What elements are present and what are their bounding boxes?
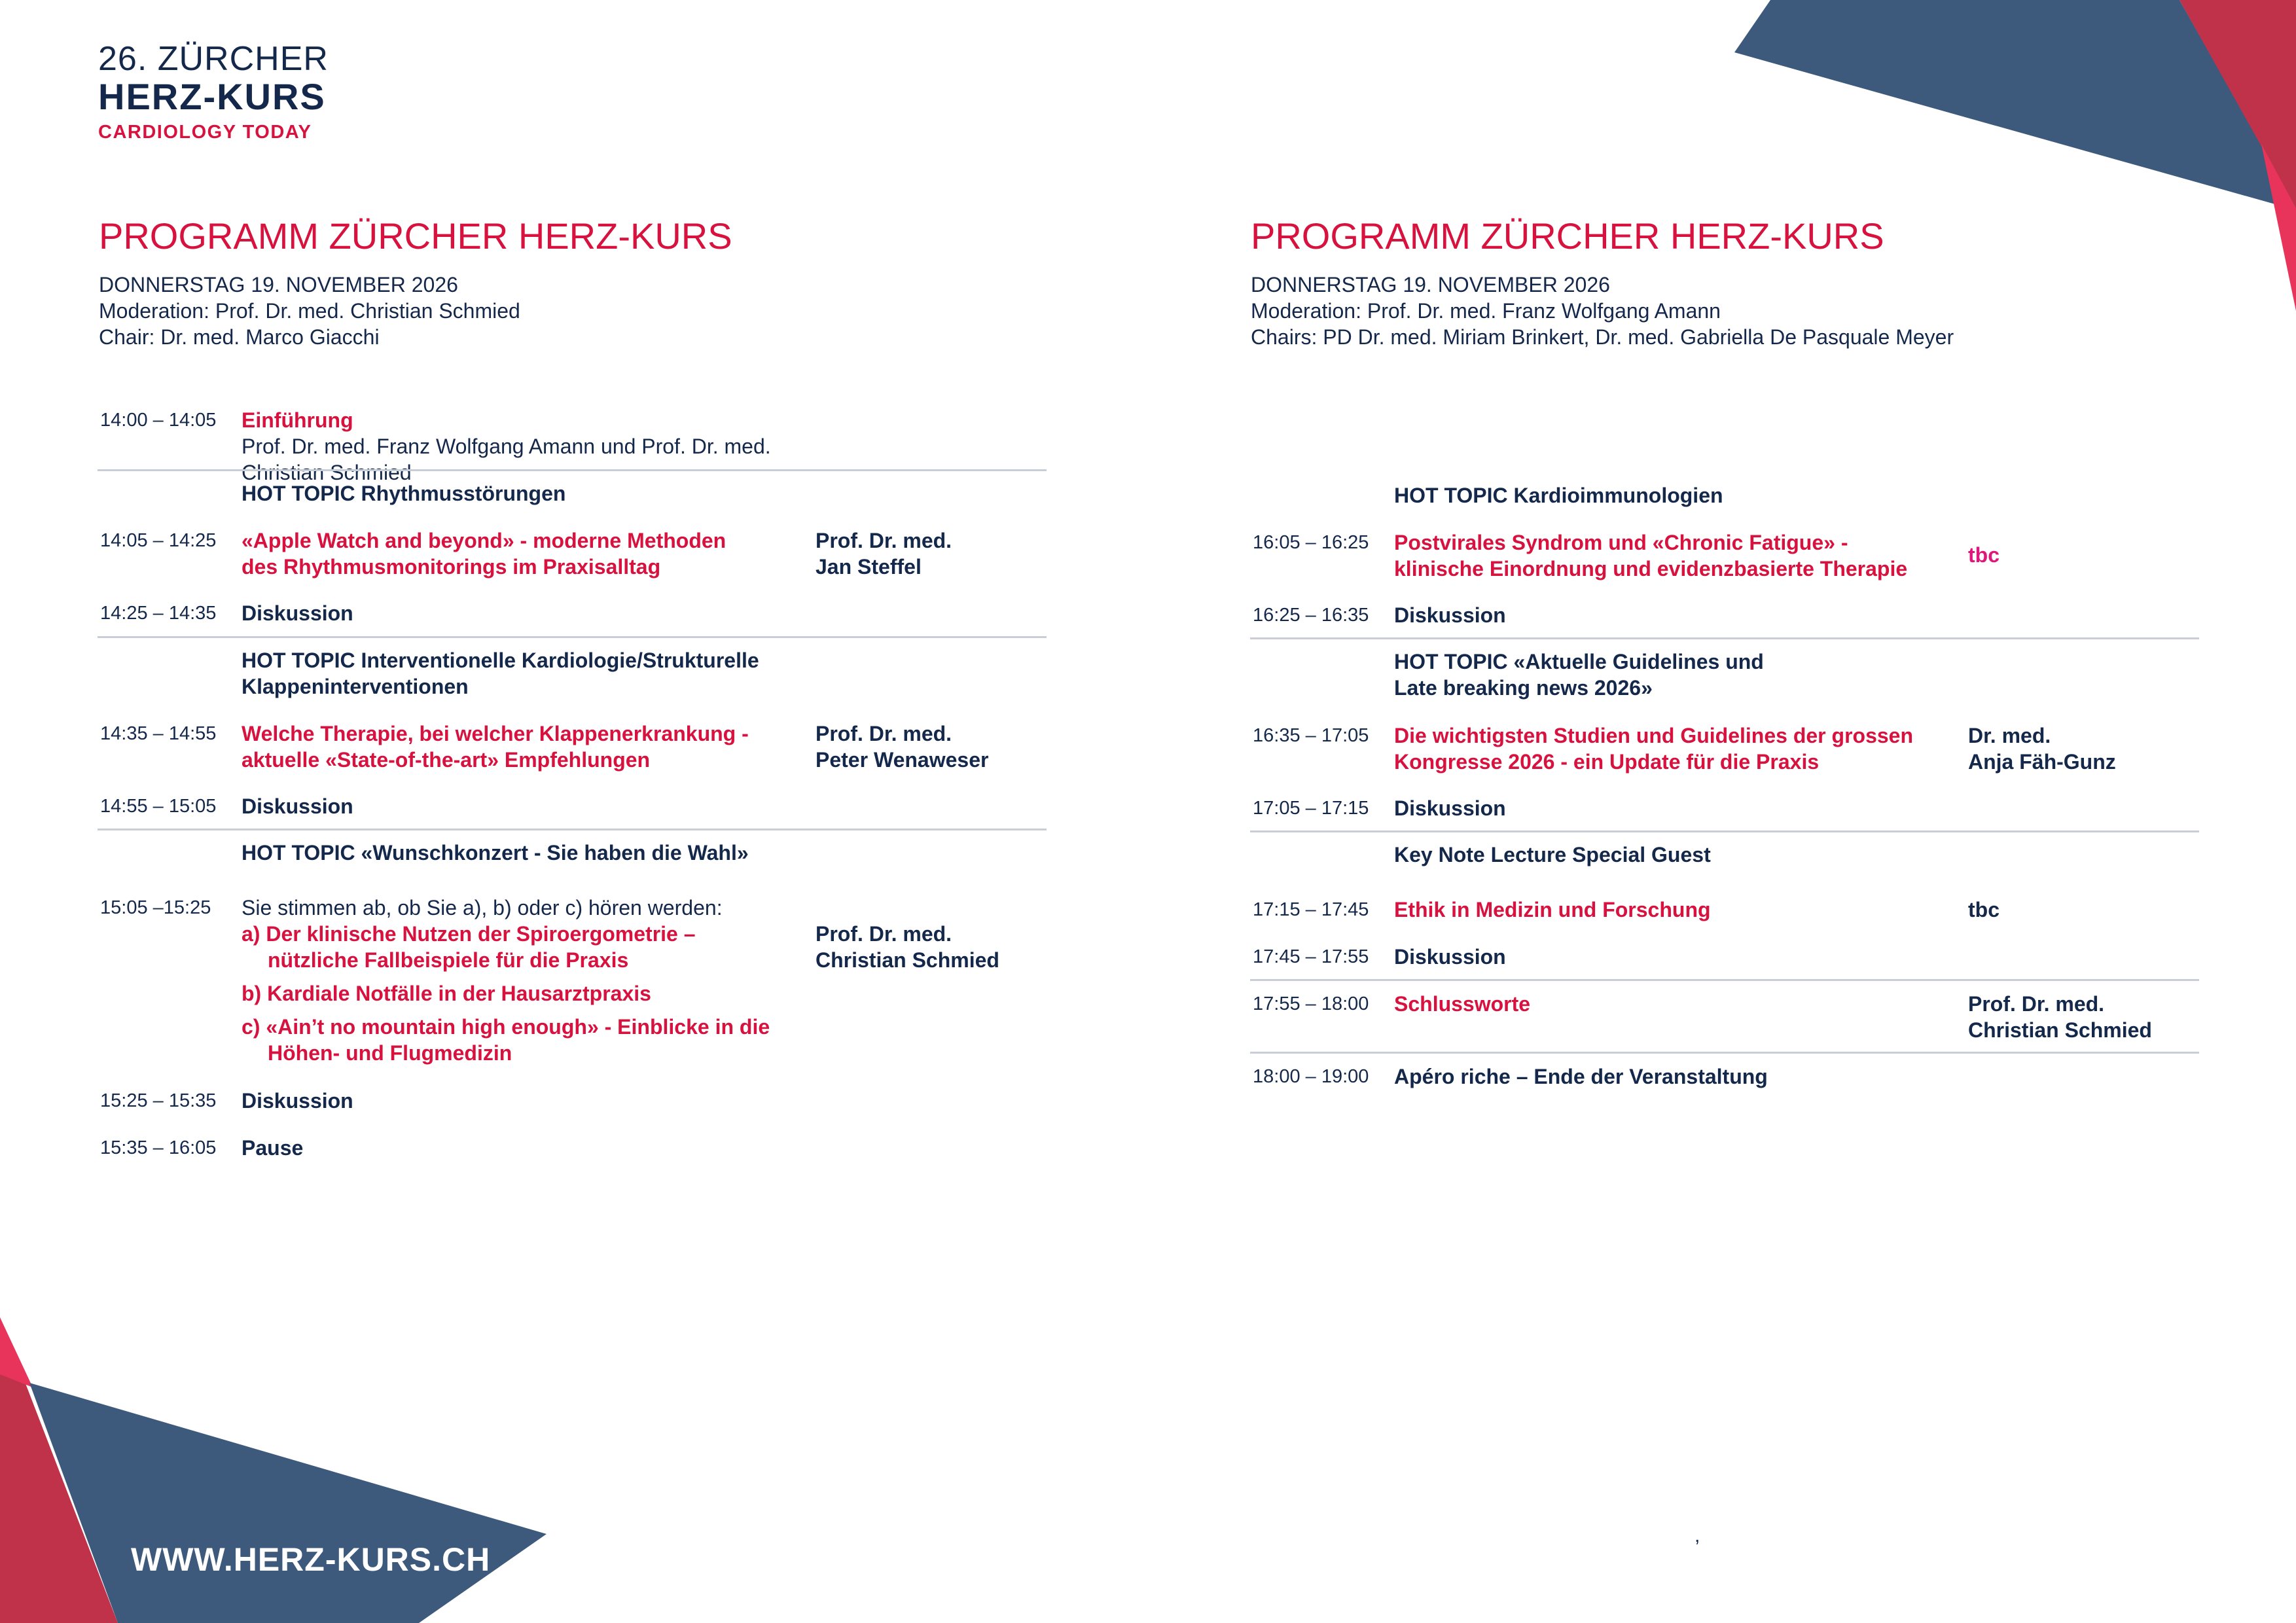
time-slot: 17:45 – 17:55: [1253, 946, 1369, 967]
bottom-left-slate-triangle: [29, 1383, 547, 1623]
time-slot: 15:35 – 16:05: [100, 1137, 217, 1158]
right-chairs: Chairs: PD Dr. med. Miriam Brinkert, Dr. med. Gabriella De Pasquale Meyer: [1251, 325, 1954, 349]
vote-option-b: b) Kardiale Notfälle in der Hausarztpraxis: [242, 982, 651, 1005]
session-title: Ethik in Medizin und Forschung: [1394, 898, 1711, 921]
hot-topic-title: HOT TOPIC Rhythmusstörungen: [242, 482, 566, 505]
divider: [98, 636, 1047, 638]
session-title: Einführung: [242, 408, 353, 432]
session-title: Diskussion: [242, 794, 353, 818]
speaker: Prof. Dr. med. Christian Schmied: [816, 922, 999, 972]
session-title: Schlussworte: [1394, 992, 1531, 1016]
session-title: «Apple Watch and beyond» - moderne Methoden des Rhythmusmonitorings im Praxisalltag: [242, 529, 726, 579]
session-title: Welche Therapie, bei welcher Klappenerkrankung - aktuelle «State-of-the-art» Empfehlungen: [242, 722, 749, 772]
hot-topic-title: HOT TOPIC «Aktuelle Guidelines und Late breaking news 2026»: [1394, 650, 1764, 700]
logo-line-tagline: CARDIOLOGY TODAY: [98, 122, 312, 143]
left-program-header: [99, 215, 732, 350]
hot-topic-title: HOT TOPIC «Wunschkonzert - Sie haben die Wahl»: [242, 841, 749, 865]
session-title: Diskussion: [1394, 603, 1506, 627]
hot-topic-title: HOT TOPIC Kardioimmunologien: [1394, 484, 1723, 507]
time-slot: 16:05 – 16:25: [1253, 532, 1369, 553]
vote-option-a: a) Der klinische Nutzen der Spiroergometrie – nützliche Fallbeispiele für die Praxis: [242, 922, 696, 972]
time-slot: 14:05 – 14:25: [100, 530, 217, 551]
right-date: DONNERSTAG 19. NOVEMBER 2026: [1251, 273, 1610, 296]
left-chair: Chair: Dr. med. Marco Giacchi: [99, 325, 380, 349]
divider: [98, 469, 1047, 471]
divider: [1250, 979, 2199, 981]
time-slot: 17:55 – 18:00: [1253, 993, 1369, 1014]
vote-option-c: c) «Ain’t no mountain high enough» - Einblicke in die Höhen- und Flugmedizin: [242, 1015, 770, 1065]
time-slot: 18:00 – 19:00: [1253, 1066, 1369, 1087]
stray-mark: ,: [1695, 1525, 1700, 1546]
speaker: tbc: [1968, 543, 2000, 567]
session-title: Postvirales Syndrom und «Chronic Fatigue» - klinische Einordnung und evidenzbasierte Therapie: [1394, 531, 1908, 580]
time-slot: 17:15 – 17:45: [1253, 899, 1369, 920]
speaker: Prof. Dr. med. Peter Wenaweser: [816, 722, 989, 772]
left-moderation: Moderation: Prof. Dr. med. Christian Schmied: [99, 299, 520, 323]
session-title: Diskussion: [242, 601, 353, 625]
divider: [98, 829, 1047, 830]
speaker: Dr. med. Anja Fäh-Gunz: [1968, 724, 2116, 774]
session-presenters: Prof. Dr. med. Franz Wolfgang Amann und Prof. Dr. med. Christian Schmied: [242, 435, 771, 484]
time-slot: 16:25 – 16:35: [1253, 605, 1369, 626]
time-slot: 14:25 – 14:35: [100, 603, 217, 624]
session-title: Diskussion: [1394, 945, 1506, 969]
website-link[interactable]: WWW.HERZ-KURS.CH: [131, 1541, 491, 1578]
session-title: Diskussion: [1394, 796, 1506, 820]
session-title: Apéro riche – Ende der Veranstaltung: [1394, 1065, 1768, 1088]
brand-logo: [98, 42, 329, 142]
divider: [1250, 1052, 2199, 1054]
divider: [1250, 830, 2199, 832]
speaker: Prof. Dr. med. Jan Steffel: [816, 529, 952, 579]
time-slot: 14:55 – 15:05: [100, 796, 217, 817]
time-slot: 14:00 – 14:05: [100, 410, 217, 431]
right-program-title: PROGRAMM ZÜRCHER HERZ-KURS: [1251, 215, 1884, 257]
time-slot: 15:05 –15:25: [100, 897, 211, 918]
hot-topic-title: HOT TOPIC Interventionelle Kardiologie/Strukturelle Klappeninterventionen: [242, 649, 759, 698]
time-slot: 14:35 – 14:55: [100, 723, 217, 744]
divider: [1250, 637, 2199, 639]
time-slot: 17:05 – 17:15: [1253, 798, 1369, 819]
time-slot: 16:35 – 17:05: [1253, 725, 1369, 746]
right-moderation: Moderation: Prof. Dr. med. Franz Wolfgang Amann: [1251, 299, 1721, 323]
left-program-title: PROGRAMM ZÜRCHER HERZ-KURS: [99, 215, 732, 257]
left-date: DONNERSTAG 19. NOVEMBER 2026: [99, 273, 458, 296]
vote-intro: Sie stimmen ab, ob Sie a), b) oder c) hören werden:: [242, 896, 723, 919]
session-title: Die wichtigsten Studien und Guidelines der grossen Kongresse 2026 - ein Update für die Praxis: [1394, 724, 1913, 774]
time-slot: 15:25 – 15:35: [100, 1090, 217, 1111]
logo-line-name: HERZ-KURS: [98, 76, 326, 117]
logo-line-edition: 26. ZÜRCHER: [98, 40, 329, 78]
speaker: Prof. Dr. med. Christian Schmied: [1968, 992, 2152, 1042]
speaker: tbc: [1968, 898, 2000, 921]
right-program-header: [1251, 215, 1954, 350]
session-title: Diskussion: [242, 1089, 353, 1113]
session-title: Pause: [242, 1136, 304, 1160]
hot-topic-title: Key Note Lecture Special Guest: [1394, 843, 1711, 866]
